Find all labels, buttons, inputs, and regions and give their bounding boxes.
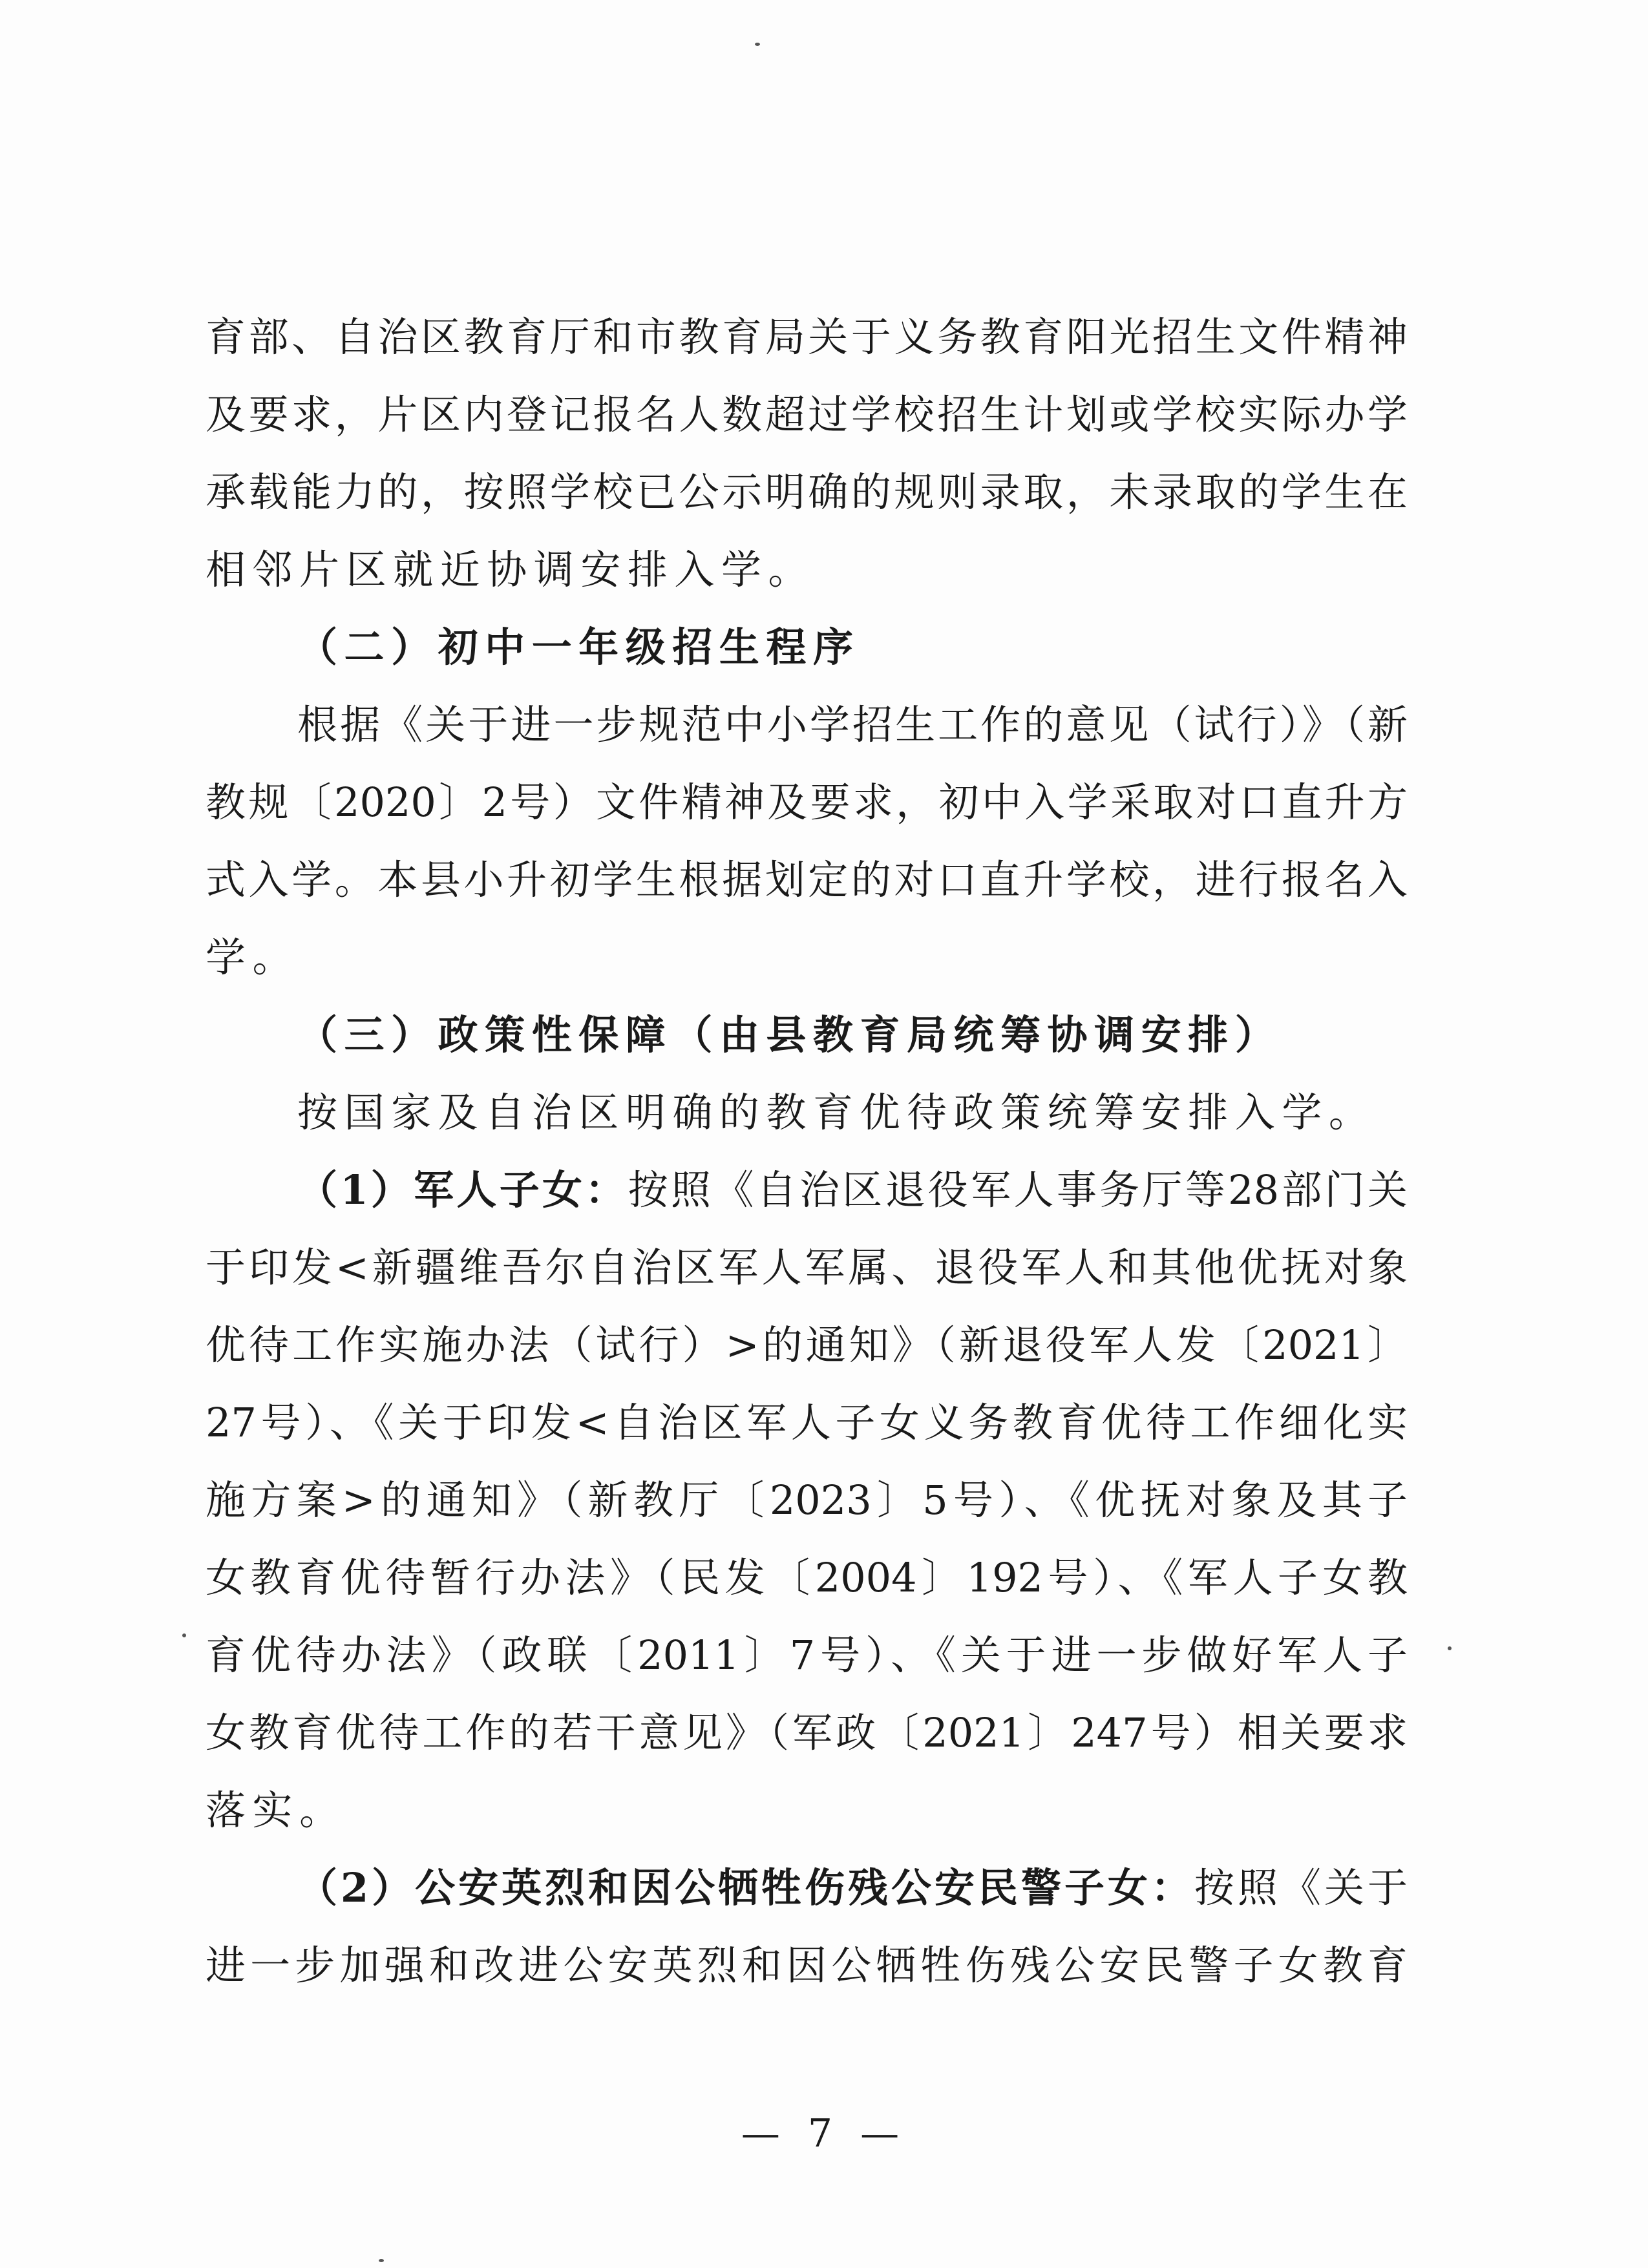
list-item-line: [206, 1849, 1408, 1927]
page-number: — 7 —: [741, 2111, 907, 2156]
section-heading: （二）初中一年级招生程序: [297, 624, 860, 671]
body-line: 于印发<新疆维吾尔自治区军人军属、退役军人和其他优抚对象: [206, 1244, 1408, 1291]
body-line: 式入学。本县小升初学生根据划定的对口直升学校，进行报名入: [206, 856, 1408, 903]
body-line: 27号）、《关于印发<自治区军人子女义务教育优待工作细化实: [206, 1399, 1408, 1446]
body-line: 根据《关于进一步规范中小学招生工作的意见（试行）》（新: [297, 701, 1408, 748]
body-line: 女教育优待暂行办法》（民发〔2004〕192号）、《军人子女教: [206, 1554, 1408, 1601]
list-item-heading: （2）公安英烈和因公牺牲伤残公安民警子女：: [297, 1864, 1195, 1911]
body-line: 优待工作实施办法（试行）>的通知》（新退役军人发〔2021〕: [206, 1321, 1408, 1369]
body-line: 学。: [206, 934, 300, 981]
section-heading: （三）政策性保障（由县教育局统筹协调安排）: [297, 1011, 1282, 1058]
body-line: 进一步加强和改进公安英烈和因公牺牲伤残公安民警子女教育: [206, 1942, 1408, 1989]
body-line: 及要求，片区内登记报名人数超过学校招生计划或学校实际办学: [206, 391, 1408, 438]
scan-speck: [1448, 1646, 1452, 1650]
scan-speck: [755, 43, 760, 46]
body-line: 落实。: [206, 1787, 346, 1834]
body-line: 教规〔2020〕2号）文件精神及要求，初中入学采取对口直升方: [206, 779, 1408, 826]
body-line: 施方案>的通知》（新教厅〔2023〕5号）、《优抚对象及其子: [206, 1476, 1408, 1524]
list-item-text: 按照《自治区退役军人事务厅等28部门关: [628, 1166, 1408, 1213]
body-line: 女教育优待工作的若干意见》（军政〔2021〕247号）相关要求: [206, 1709, 1408, 1756]
scan-speck: [379, 2259, 384, 2262]
list-item-line: [206, 1151, 1408, 1229]
document-body: [206, 299, 1408, 2004]
body-line: 育部、自治区教育厅和市教育局关于义务教育阳光招生文件精神: [206, 313, 1408, 361]
list-item-heading: （1）军人子女：: [297, 1166, 628, 1213]
body-line: 育优待办法》（政联〔2011〕7号）、《关于进一步做好军人子: [206, 1632, 1408, 1679]
body-line: 相邻片区就近协调安排入学。: [206, 546, 816, 593]
body-line: 按国家及自治区明确的教育优待政策统筹安排入学。: [297, 1089, 1376, 1136]
body-line: 承载能力的，按照学校已公示明确的规则录取，未录取的学生在: [206, 468, 1408, 516]
list-item-text: 按照《关于: [1194, 1864, 1408, 1911]
scan-speck: [182, 1633, 186, 1637]
